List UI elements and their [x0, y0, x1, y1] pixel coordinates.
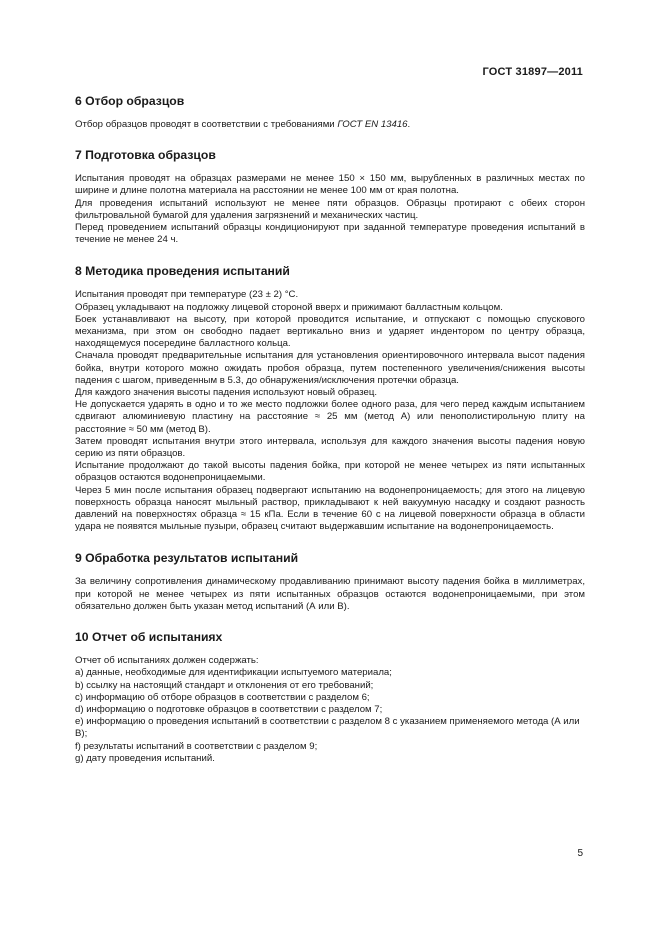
list-item: b) ссылку на настоящий стандарт и отклонения от его требований; — [75, 679, 374, 691]
section-6-paragraph: Отбор образцов проводят в соответствии с требованиями ГОСТ EN 13416. — [75, 119, 411, 130]
section-8-title: 8 Методика проведения испытаний — [75, 264, 290, 279]
section-8-paragraph: Испытание продолжают до такой высоты падения бойка, при которой не менее четырех из пяти испытанных образцов остаются водонепроницаемыми. — [75, 460, 585, 484]
section-9-title: 9 Обработка результатов испытаний — [75, 551, 299, 566]
section-10 — [75, 630, 585, 765]
section-8-paragraph: Затем проводят испытания внутри этого интервала, используя для каждого значения высоты падения новую серию из пяти образцов. — [75, 435, 585, 460]
section-8-paragraph: Сначала проводят предварительные испытания для установления ориентировочного интервала высот падения бойка, внутри которого можно ожидать пробоя образца, путем постепенного увеличения/снижения высоты падения с шагом, приведенным в 5.3, до обнаружения/исключения протечки образца. — [75, 350, 585, 386]
section-8-paragraph: Боек устанавливают на высоту, при которой проводится испытание, и отпускают с помощью спускового механизма, при этом он свободно падает вертикально вниз и ударяет индентором по центру образца, находящемуся посередине балластного кольца. — [75, 313, 585, 350]
list-item: e) информацию о проведения испытаний в соответствии с разделом 8 с указанием применяемого метода (А или В); — [75, 716, 580, 740]
page-number: 5 — [577, 848, 583, 859]
list-item: d) информацию о подготовке образцов в соответствии с разделом 7; — [75, 703, 383, 715]
section-8-paragraph: Не допускается ударять в одно и то же место подложки более одного раза, для чего перед каждым испытанием сдвигают алюминиевую пластину на расстояние ≈ 25 мм (метод А) или пенополистирольную плиту на расстояние ≈ 50 мм (метод В). — [75, 399, 585, 435]
document-body — [75, 94, 585, 765]
section-7 — [75, 148, 585, 246]
section-7-title: 7 Подготовка образцов — [75, 148, 216, 163]
section-8-paragraph: Для каждого значения высоты падения используют новый образец. — [75, 387, 378, 399]
section-8-paragraph: Через 5 мин после испытания образец подвергают испытанию на водонепроницаемость; для этого на лицевую поверхность образца наносят мыльный раствор, прикладывают к ней вакуумную насадку и создают разность давлений на поверхностях образца ≈ 15 кПа. Если в течение 60 с на лицевой поверхности образца в области удара не появятся мыльные пузыри, образец считают выдержавшим испытание на водонепроницаемость. — [75, 484, 585, 533]
list-item: c) информацию об отборе образцов в соответствии с разделом 6; — [75, 691, 370, 703]
standard-reference: ГОСТ EN 13416 — [337, 119, 408, 130]
list-item: f) результаты испытаний в соответствии с разделом 9; — [75, 740, 318, 752]
section-9-paragraph: За величину сопротивления динамическому продавливанию принимают высоту падения бойка в миллиметрах, при которой не менее четырех из пяти испытанных образцов остаются водонепроницаемыми, при этом обязательно должен быть указан метод испытаний (А или В). — [75, 576, 585, 612]
section-7-paragraph: Перед проведением испытаний образцы кондиционируют при заданной температуре проведения испытаний в течение не менее 24 ч. — [75, 222, 585, 246]
section-10-title: 10 Отчет об испытаниях — [75, 630, 223, 645]
report-intro: Отчет об испытаниях должен содержать: — [75, 655, 259, 667]
section-6-title: 6 Отбор образцов — [75, 94, 185, 108]
document-code: ГОСТ 31897—2011 — [482, 66, 583, 78]
list-item: g) дату проведения испытаний. — [75, 752, 215, 764]
section-7-paragraph: Для проведения испытаний используют не менее пяти образцов. Образцы протирают с обеих сторон фильтровальной бумагой для удаления загрязнений и механических частиц. — [75, 197, 585, 221]
section-8 — [75, 264, 585, 533]
section-9 — [75, 551, 585, 613]
section-7-paragraph: Испытания проводят на образцах размерами не менее 150 × 150 мм, вырубленных в различных местах по ширине и длине полотна материала на расстоянии не менее 100 мм от края полотна. — [75, 173, 585, 197]
section-8-paragraph: Образец укладывают на подложку лицевой стороной вверх и прижимают балластным кольцом. — [75, 301, 503, 313]
section-8-paragraph: Испытания проводят при температуре (23 ± 2) °C. — [75, 289, 299, 301]
list-item: а) данные, необходимые для идентификации испытуемого материала; — [75, 667, 392, 679]
section-6 — [75, 94, 585, 131]
